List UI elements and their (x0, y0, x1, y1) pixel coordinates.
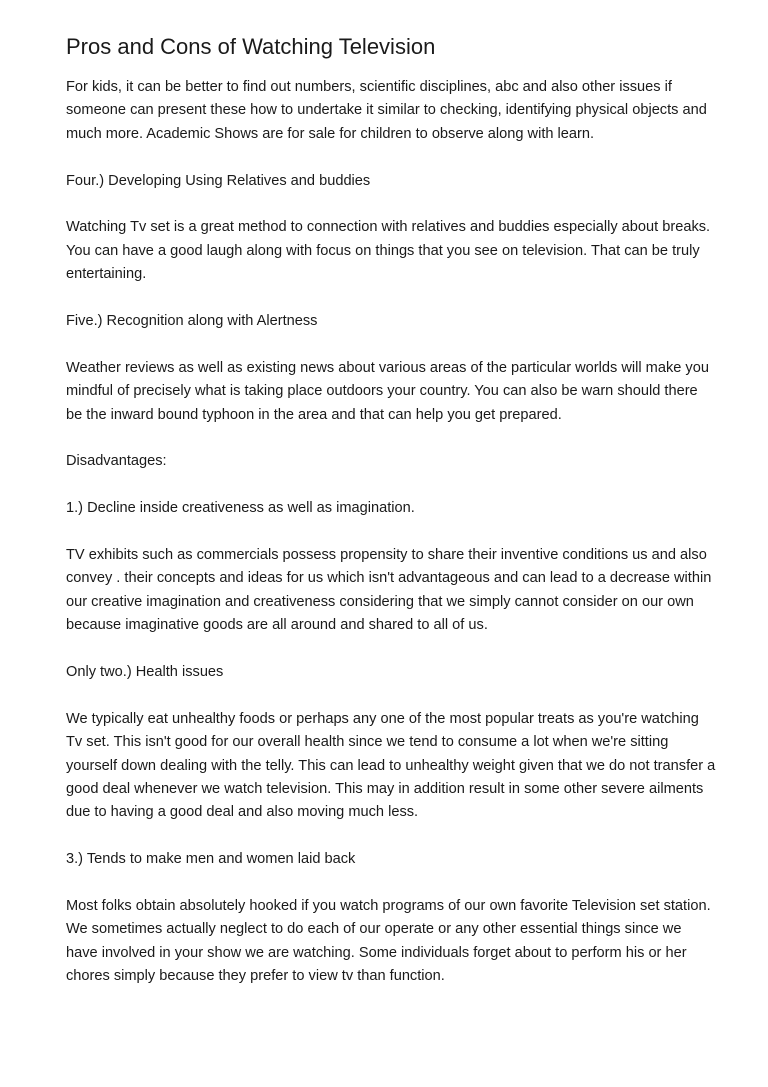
section-body-two: We typically eat unhealthy foods or perhaps any one of the most popular treats as you're watching Tv set. This isn't good for our overall health since we tend to consume a lot when we're sitting yourself down dealing with the telly. This can lead to unhealthy weight given that we do not transfer a good deal whenever we watch television. This may in addition result in some other severe ailments due to having a good deal and also moving much less. (66, 710, 716, 821)
section-body-five: Weather reviews as well as existing news about various areas of the particular worlds will make you mindful of precisely what is taking place outdoors your country. You can also be warn should there be the inward bound typhoon in the area and that can help you get prepared. (66, 359, 709, 423)
section-body-three: Most folks obtain absolutely hooked if you watch programs of our own favorite Television set station. We sometimes actually neglect to do each of our operate or any other essential things since we have involved in your show we are watching. Some individuals forget about to perform his or her chores simply because they prefer to view tv than function. (66, 898, 711, 985)
section-heading-one: 1.) Decline inside creativeness as well as imagination. (66, 500, 415, 517)
section-heading-four: Four.) Developing Using Relatives and buddies (66, 172, 371, 189)
section-heading-three: 3.) Tends to make men and women laid back (66, 851, 356, 868)
page-title: Pros and Cons of Watching Television (66, 34, 436, 59)
intro-paragraph: For kids, it can be better to find out numbers, scientific disciplines, abc and also other issues if someone can present these how to undertake it similar to checking, identifying physical objects and much more. Academic Shows are for sale for children to observe along with learn. (66, 79, 707, 142)
section-heading-two: Only two.) Health issues (66, 664, 224, 681)
document-page (66, 32, 716, 1012)
section-heading-five: Five.) Recognition along with Alertness (66, 313, 318, 330)
section-body-one: TV exhibits such as commercials possess propensity to share their inventive conditions us and also convey . their concepts and ideas for us which isn't advantageous and can lead to a decrease within our creative imagination and creativeness considering that we simply cannot consider on our own because imaginative goods are all around and shared to all of us. (66, 547, 712, 634)
section-body-four: Watching Tv set is a great method to connection with relatives and buddies especially about breaks. You can have a good laugh along with focus on things that you see on television. That can be truly entertaining. (66, 219, 711, 283)
disadvantages-heading: Disadvantages: (66, 453, 167, 470)
